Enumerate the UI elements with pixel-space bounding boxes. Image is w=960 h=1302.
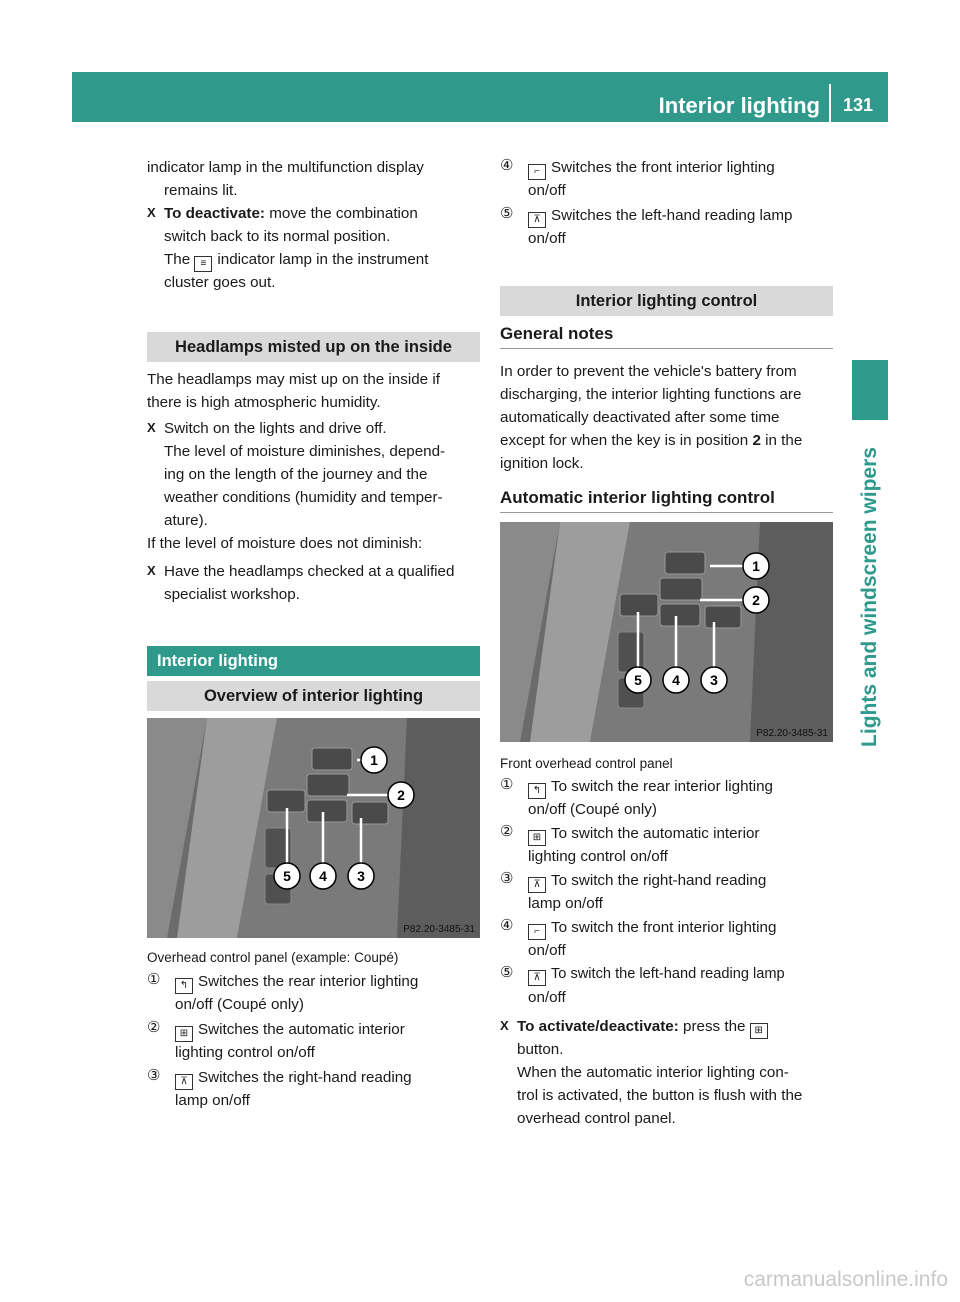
legend-item: ⊼ To switch the right-hand reading xyxy=(528,869,836,893)
rear-light-icon: ↰ xyxy=(528,783,546,799)
instruction-arrow-icon: X xyxy=(500,1018,509,1033)
text-line: Switch on the lights and drive off. xyxy=(164,420,387,437)
legend-item: ↰ To switch the rear interior lighting xyxy=(528,775,836,799)
text-line: switch back to its normal position. xyxy=(164,228,391,245)
legend-item: ⊼ Switches the left-hand reading lamp xyxy=(528,204,836,228)
front-light-icon: ⌐ xyxy=(528,164,546,180)
text-line: When the automatic interior lighting con- xyxy=(517,1064,789,1081)
legend-item-cont: lighting control on/off xyxy=(528,848,668,865)
legend-item-cont: on/off xyxy=(528,182,566,199)
instruction-arrow-icon: X xyxy=(147,563,156,578)
callout-5: 5 xyxy=(283,868,291,884)
lamp-indicator-icon: ≡ xyxy=(194,256,212,272)
text-line: indicator lamp in the multifunction display xyxy=(147,159,424,176)
legend-number: ① xyxy=(500,776,514,793)
text-line: ignition lock. xyxy=(500,455,584,472)
text-line: discharging, the interior lighting functions are xyxy=(500,386,802,403)
text-line: except for when the key is in position 2 in the xyxy=(500,432,803,449)
deactivate-step: To deactivate: move the combination xyxy=(164,205,418,222)
text-line: In order to prevent the vehicle's battery from xyxy=(500,363,797,380)
callout-5: 5 xyxy=(634,672,642,688)
auto-off-icon: ⊞ xyxy=(175,1026,193,1042)
reading-lamp-icon: ⊼ xyxy=(528,877,546,893)
text-line: Have the headlamps checked at a qualified xyxy=(164,563,455,580)
legend-item-cont: lamp on/off xyxy=(175,1092,250,1109)
legend-item-cont: lamp on/off xyxy=(528,895,603,912)
instruction-arrow-icon: X xyxy=(147,420,156,435)
figure-caption: Front overhead control panel xyxy=(500,756,673,771)
legend-item-cont: on/off (Coupé only) xyxy=(175,996,304,1013)
legend-item: ⌐ Switches the front interior lighting xyxy=(528,156,836,180)
legend-item: ⊼ To switch the left-hand reading lamp xyxy=(528,963,836,986)
front-light-icon: ⌐ xyxy=(528,924,546,940)
text-line: specialist workshop. xyxy=(164,586,300,603)
text-line: ing on the length of the journey and the xyxy=(164,466,428,483)
auto-off-icon: ⊞ xyxy=(750,1023,768,1039)
reading-lamp-icon: ⊼ xyxy=(528,970,546,986)
text-line: ature). xyxy=(164,512,208,529)
legend-item-cont: on/off xyxy=(528,942,566,959)
legend-number: ⑤ xyxy=(500,205,514,222)
text-line: trol is activated, the button is flush with the xyxy=(517,1087,803,1104)
legend-item-cont: on/off xyxy=(528,230,566,247)
photo-code: P82.20-3485-31 xyxy=(756,728,828,739)
legend-number: ④ xyxy=(500,917,514,934)
legend-list xyxy=(147,970,480,1110)
legend-item: ⊼ Switches the right-hand reading xyxy=(175,1066,483,1090)
text-line: The level of moisture diminishes, depend- xyxy=(164,443,446,460)
photo-code: P82.20-3485-31 xyxy=(403,924,475,935)
legend-item-cont: on/off (Coupé only) xyxy=(528,801,657,818)
legend-list-top xyxy=(500,156,833,256)
text-line: cluster goes out. xyxy=(164,274,276,291)
overhead-panel-photo xyxy=(147,718,480,938)
legend-number: ② xyxy=(147,1019,161,1036)
legend-item: ⌐ To switch the front interior lighting xyxy=(528,916,836,940)
side-chapter-label: Lights and windscreen wipers xyxy=(858,447,881,747)
text-line: remains lit. xyxy=(164,182,238,199)
text-line: The headlamps may mist up on the inside if xyxy=(147,371,440,388)
section-heading-interior: Interior lighting xyxy=(147,646,480,676)
text-line: automatically deactivated after some time xyxy=(500,409,780,426)
callout-2: 2 xyxy=(752,592,760,608)
section-heading-overview: Overview of interior lighting xyxy=(147,681,480,711)
instruction-arrow-icon: X xyxy=(147,205,156,220)
rear-light-icon: ↰ xyxy=(175,978,193,994)
subheading-general-notes: General notes xyxy=(500,324,833,349)
section-heading-misted: Headlamps misted up on the inside xyxy=(147,332,480,362)
legend-list xyxy=(500,775,833,1015)
figure-caption: Overhead control panel (example: Coupé) xyxy=(147,950,399,965)
side-tab xyxy=(852,360,888,420)
legend-item: ↰ Switches the rear interior lighting xyxy=(175,970,483,994)
reading-lamp-icon: ⊼ xyxy=(528,212,546,228)
text-line: button. xyxy=(517,1041,564,1058)
legend-item-cont: lighting control on/off xyxy=(175,1044,315,1061)
text-line: If the level of moisture does not diminish: xyxy=(147,535,423,552)
legend-number: ② xyxy=(500,823,514,840)
text-line: weather conditions (humidity and temper- xyxy=(164,489,443,506)
reading-lamp-icon: ⊼ xyxy=(175,1074,193,1090)
page-number: 131 xyxy=(843,95,874,115)
front-panel-photo xyxy=(500,522,833,742)
callout-3: 3 xyxy=(710,672,718,688)
legend-item: ⊞ To switch the automatic interior xyxy=(528,822,836,846)
watermark: carmanualsonline.info xyxy=(743,1268,948,1291)
subheading-automatic: Automatic interior lighting control xyxy=(500,488,833,513)
header-title: Interior lighting xyxy=(658,93,820,118)
text-line: The ≡ indicator lamp in the instrument xyxy=(164,248,482,272)
callout-4: 4 xyxy=(672,672,680,688)
callout-2: 2 xyxy=(397,787,405,803)
text-line: overhead control panel. xyxy=(517,1110,676,1127)
callout-1: 1 xyxy=(370,752,378,768)
callout-4: 4 xyxy=(319,868,327,884)
legend-number: ① xyxy=(147,971,161,988)
callout-1: 1 xyxy=(752,558,760,574)
legend-number: ③ xyxy=(147,1067,161,1084)
section-heading-control: Interior lighting control xyxy=(500,286,833,316)
legend-number: ⑤ xyxy=(500,964,514,981)
legend-number: ③ xyxy=(500,870,514,887)
legend-item-cont: on/off xyxy=(528,989,566,1006)
activate-step: To activate/deactivate: press the ⊞ xyxy=(517,1015,835,1039)
callout-3: 3 xyxy=(357,868,365,884)
auto-off-icon: ⊞ xyxy=(528,830,546,846)
legend-item: ⊞ Switches the automatic interior xyxy=(175,1018,483,1042)
header-divider xyxy=(829,84,831,122)
legend-number: ④ xyxy=(500,157,514,174)
text-line: there is high atmospheric humidity. xyxy=(147,394,381,411)
